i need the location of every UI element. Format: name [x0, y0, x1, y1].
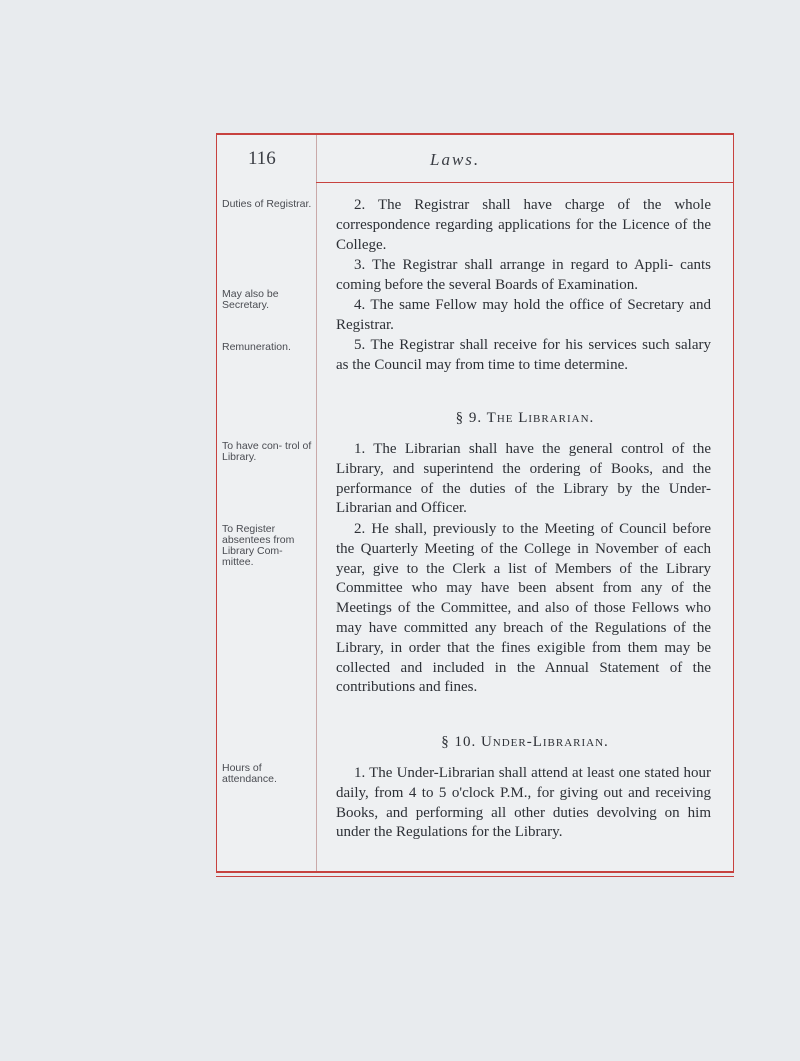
margin-rule — [316, 135, 317, 871]
paragraph: 1. The Under-Librarian shall attend at least one stated hour daily, from 4 to 5 o'clock P.M., for giving out and receiving Books, and performing all other duties devolving on him under the Regulations for the Library. — [336, 765, 711, 841]
paragraph: 5. The Registrar shall receive for his services such salary as the Council may from time to time determine. — [336, 337, 711, 373]
side-note-duties: Duties of Registrar. — [222, 198, 312, 210]
side-note-hours: Hours of attendance. — [222, 762, 277, 785]
section-heading: § 10. Under-Librarian. — [441, 734, 609, 750]
paragraph: 1. The Librarian shall have the general control of the Library, and superintend the ordering of Books, and the performance of the duties of the Library by the Under-Librarian and Officer. — [336, 441, 711, 517]
paragraph: 4. The same Fellow may hold the office of Secretary and Registrar. — [336, 297, 711, 333]
paragraph: 2. He shall, previously to the Meeting of Council before the Quarterly Meeting of the College in November of each year, give to the Clerk a list of Members of the Library Committee who may have been absent from any of the Meetings of the Committee, and also of those Fellows who may have committed any breach of the Regulations of the Library, in order that the fines exigible from them may be collected and included in the Annual Statement of the contributions and fines. — [336, 521, 711, 696]
side-note-remuneration: Remuneration. — [222, 341, 291, 353]
running-head: Laws. — [430, 150, 481, 169]
head-rule — [316, 182, 734, 183]
paragraph: 2. The Registrar shall have charge of the whole correspondence regarding applications for the Licence of the College. — [336, 197, 711, 253]
side-note-absentees: To Register absentees from Library Com- mittee. — [222, 523, 295, 568]
bottom-rule — [216, 876, 734, 877]
side-note-secretary: May also be Secretary. — [222, 288, 279, 311]
side-note-library-control: To have con- trol of Library. — [222, 440, 312, 463]
paragraph: 3. The Registrar shall arrange in regard to Appli- cants coming before the several Boards of Examination. — [336, 257, 711, 293]
page-number: 116 — [248, 148, 276, 169]
section-heading: § 9. The Librarian. — [455, 410, 595, 426]
